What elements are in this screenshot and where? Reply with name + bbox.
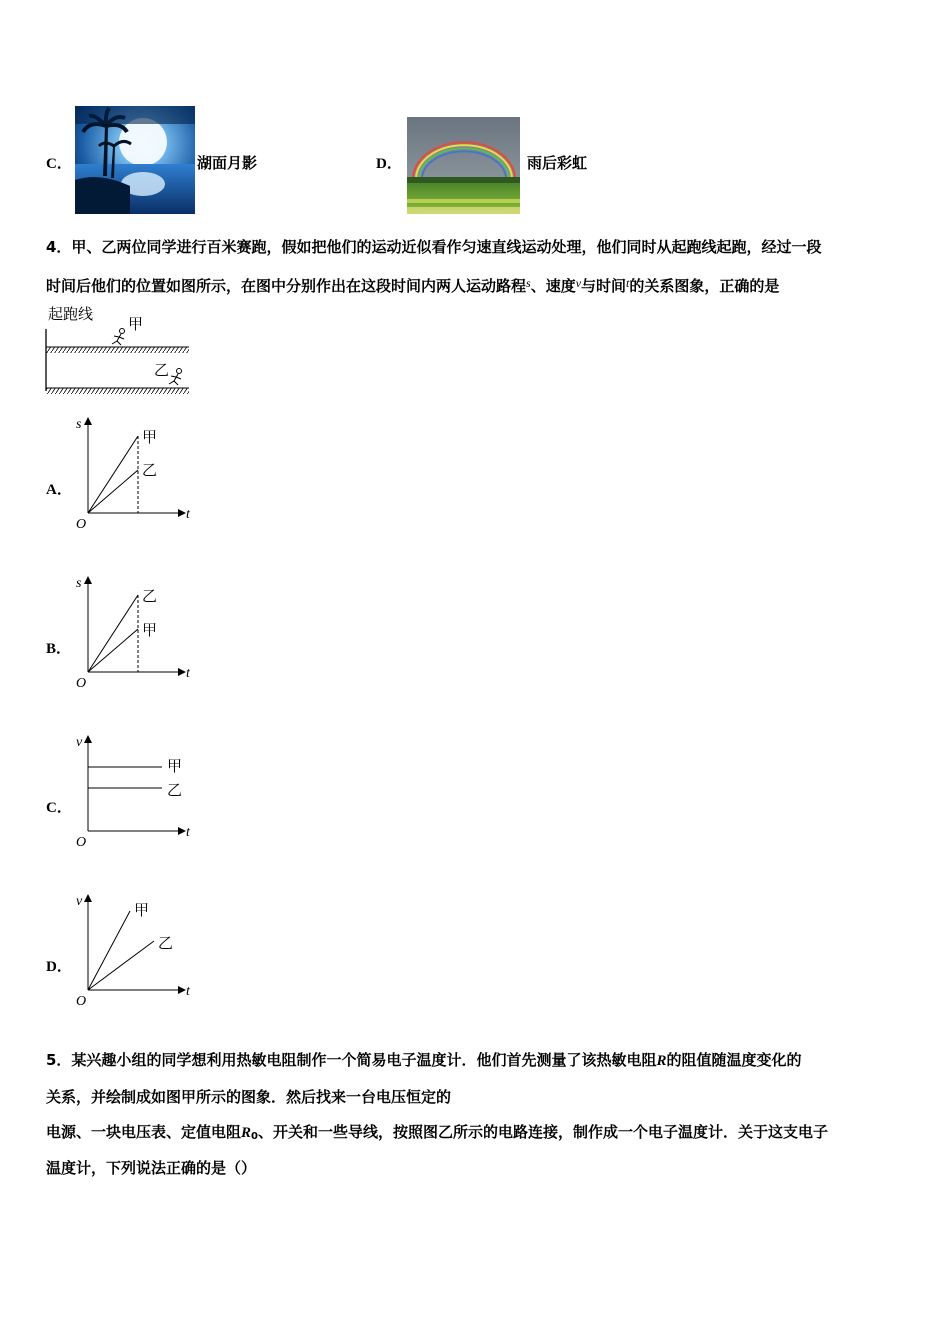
- race-track-diagram: [44, 303, 194, 398]
- runner-yi-icon: [169, 369, 182, 386]
- q3-option-d-label: D．: [376, 156, 402, 172]
- q4-option-d-graph: [70, 891, 200, 1011]
- var-R0: R: [241, 1125, 252, 1141]
- rainbow-after-rain-photo: [407, 117, 520, 214]
- q4-option-c-graph: [70, 732, 200, 852]
- q5-stem-line4: 温度计，下列说法正确的是（）: [46, 1159, 257, 1177]
- runner-jia-label: 甲: [128, 315, 144, 333]
- y-axis-label: s: [76, 576, 82, 591]
- q4-option-a-graph: [70, 414, 200, 534]
- var-t: t: [626, 276, 630, 290]
- x-axis-label: t: [186, 984, 190, 999]
- x-axis-label: t: [186, 825, 190, 840]
- upper-line-label: 甲: [142, 428, 158, 446]
- q4-option-b-label: B．: [46, 641, 72, 657]
- var-R: R: [656, 1053, 667, 1069]
- origin-label: O: [76, 994, 87, 1009]
- var-v: v: [575, 276, 582, 290]
- runner-yi-label: 乙: [154, 361, 170, 379]
- q5-stem-line2: 关系，并绘制成如图甲所示的图象．然后找来一台电压恒定的: [46, 1088, 452, 1106]
- q3-option-d-caption: 雨后彩虹: [527, 154, 588, 172]
- q3-option-c-caption: 湖面月影: [197, 154, 258, 172]
- origin-label: O: [76, 676, 87, 691]
- q4-option-d-label: D．: [46, 959, 72, 975]
- upper-line-label: 甲: [167, 757, 183, 775]
- origin-label: O: [76, 517, 87, 532]
- q5-stem-line1: 5．某兴趣小组的同学想利用热敏电阻制作一个简易电子温度计．他们首先测量了该热敏电阻R的阻值随温度变化的: [46, 1051, 802, 1069]
- origin-label: O: [76, 835, 87, 850]
- lower-line-label: 乙: [167, 781, 183, 799]
- x-axis-label: t: [186, 507, 190, 522]
- q4-stem-line1: 4．甲、乙两位同学进行百米赛跑，假如把他们的运动近似看作匀速直线运动处理，他们同时从起跑线起跑，经过一段: [46, 238, 822, 256]
- y-axis-label: v: [76, 735, 83, 750]
- y-axis-label: v: [76, 894, 83, 909]
- upper-line-label: 乙: [142, 587, 158, 605]
- q4-option-a-label: A．: [46, 482, 72, 498]
- q4-option-c-label: C．: [46, 800, 72, 816]
- y-axis-label: s: [76, 417, 82, 432]
- upper-line-label: 甲: [134, 901, 150, 919]
- x-axis-label: t: [186, 666, 190, 681]
- var-s: s: [526, 276, 531, 290]
- lake-moon-reflection-photo: [75, 106, 195, 214]
- lower-line-label: 乙: [142, 461, 158, 479]
- lower-line-label: 甲: [142, 621, 158, 639]
- q3-option-c-label: C．: [46, 156, 72, 172]
- q4-option-b-graph: [70, 573, 200, 693]
- lower-line-label: 乙: [158, 934, 174, 952]
- q5-stem-line3: 电源、一块电压表、定值电阻R0、开关和一些导线，按照图乙所示的电路连接，制作成一个电子温度计．关于这支电子: [46, 1123, 829, 1142]
- q4-stem-line2: 时间后他们的位置如图所示，在图中分别作出在这段时间内两人运动路程$^s$、速度$^v$与时间$^t$的关系图象，正确的是: [46, 276, 780, 295]
- start-line-label: 起跑线: [48, 305, 94, 323]
- runner-jia-icon: [112, 329, 125, 346]
